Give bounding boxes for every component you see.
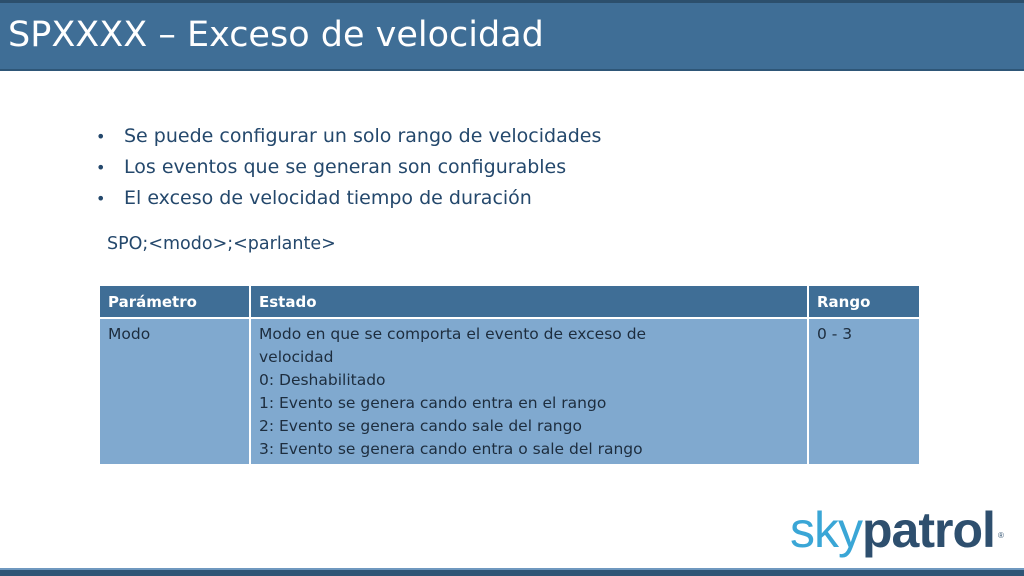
bullet-icon: • — [96, 189, 106, 208]
bullet-icon: • — [96, 127, 106, 146]
cell-rango: 0 - 3 — [808, 318, 919, 464]
header-parametro: Parámetro — [100, 286, 250, 318]
parameter-table — [100, 286, 919, 464]
estado-line: 1: Evento se genera cando entra en el rango — [259, 394, 607, 412]
bullet-item — [94, 183, 601, 214]
slide-title: SPXXXX – Exceso de velocidad — [8, 15, 544, 55]
table-header-row — [100, 286, 919, 318]
header-estado: Estado — [250, 286, 808, 318]
title-bar-top-strip — [0, 0, 1024, 3]
title-bar — [0, 0, 1024, 71]
bullet-icon: • — [96, 158, 106, 177]
bullet-item — [94, 152, 601, 183]
bottom-bar-highlight — [0, 568, 1024, 570]
bullet-item — [94, 121, 601, 152]
bullet-list — [94, 121, 601, 214]
cell-estado — [250, 318, 808, 464]
estado-line: velocidad — [259, 348, 334, 366]
header-rango: Rango — [808, 286, 919, 318]
skypatrol-logo — [790, 500, 1004, 560]
bullet-text: El exceso de velocidad tiempo de duración — [124, 187, 532, 209]
logo-patrol-text: patrol — [862, 502, 995, 558]
logo-sky-text: sky — [790, 502, 862, 558]
estado-line: 3: Evento se genera cando entra o sale del rango — [259, 440, 643, 458]
cell-parametro: Modo — [100, 318, 250, 464]
registered-mark: ® — [998, 531, 1004, 540]
table-row — [100, 318, 919, 464]
bullet-text: Se puede configurar un solo rango de velocidades — [124, 125, 602, 147]
estado-line: Modo en que se comporta el evento de exceso de — [259, 325, 647, 343]
bottom-bar — [0, 568, 1024, 576]
bullet-text: Los eventos que se generan son configurables — [124, 156, 567, 178]
estado-line: 2: Evento se genera cando sale del rango — [259, 417, 582, 435]
command-syntax: SPO;<modo>;<parlante> — [107, 234, 336, 254]
estado-line: 0: Deshabilitado — [259, 371, 386, 389]
